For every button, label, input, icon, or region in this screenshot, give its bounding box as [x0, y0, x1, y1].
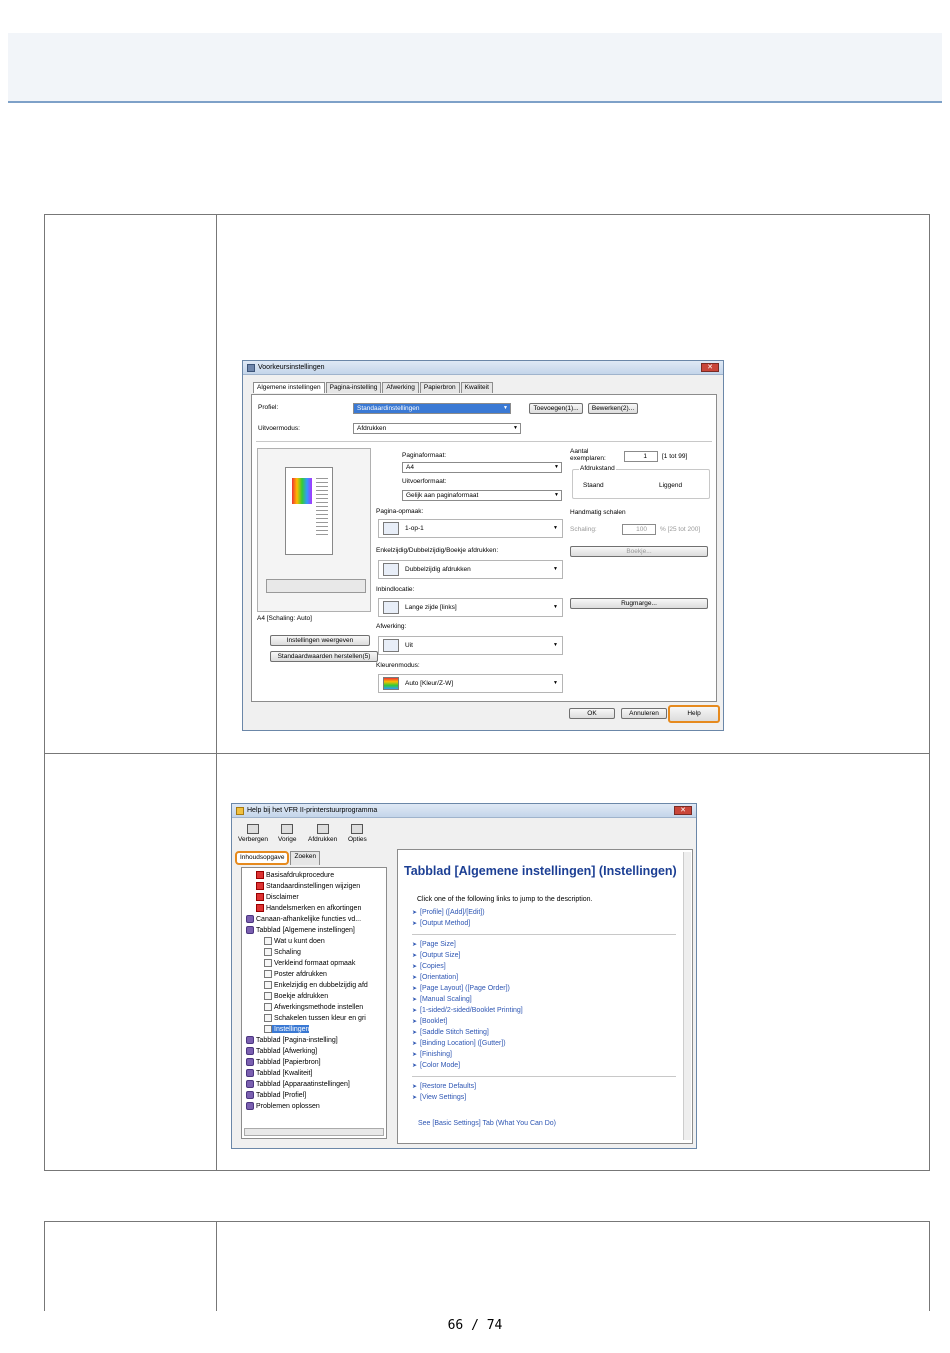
separator [256, 441, 712, 442]
link-bullet-icon: ➤ [412, 1095, 418, 1101]
tree-item[interactable]: Tabblad [Afwerking] [246, 1047, 317, 1055]
profile-select[interactable] [353, 403, 511, 414]
content-scrollbar[interactable] [683, 852, 691, 1140]
tree-item[interactable]: Schakelen tussen kleur en gri [264, 1014, 366, 1022]
page-size-label: Paginaformaat: [402, 452, 447, 459]
copies-range: [1 tot 99] [662, 453, 688, 460]
color-mode-value: Auto [Kleur/Z-W] [405, 680, 454, 687]
tree-item[interactable]: Poster afdrukken [264, 970, 327, 978]
preview-image [292, 478, 312, 504]
cancel-button[interactable]: Annuleren [621, 708, 667, 719]
page-icon [264, 948, 272, 956]
help-intro: Click one of the following links to jump to the description. [417, 896, 593, 903]
preferences-dialog [242, 360, 724, 731]
tab-finishing[interactable]: Afwerking [382, 382, 419, 393]
print-icon [317, 824, 329, 834]
help-content-pane [397, 849, 693, 1144]
output-method-value: Afdrukken [357, 425, 387, 432]
duplex-label: Enkelzijdig/Dubbelzijdig/Boekje afdrukken: [376, 547, 499, 554]
preview-text [316, 478, 328, 538]
preview-toolbar[interactable] [266, 579, 366, 593]
chevron-down-icon: ▼ [554, 464, 559, 470]
output-size-select[interactable] [402, 490, 562, 501]
output-method-select[interactable] [353, 423, 521, 434]
chevron-down-icon: ▼ [513, 425, 518, 431]
link-bullet-icon: ➤ [412, 1052, 418, 1058]
view-settings-button[interactable]: Instellingen weergeven [270, 635, 370, 646]
ok-button[interactable]: OK [569, 708, 615, 719]
chevron-down-icon: ▼ [553, 680, 558, 686]
link-bullet-icon: ➤ [412, 986, 418, 992]
tree-item[interactable]: Tabblad [Profiel] [246, 1091, 306, 1099]
output-size-label: Uitvoerformaat: [402, 478, 447, 485]
tab-quality[interactable]: Kwaliteit [461, 382, 493, 393]
orientation-label: Afdrukstand [580, 465, 615, 472]
topic-icon [256, 882, 264, 890]
page-size-value: A4 [406, 464, 414, 471]
printer-icon [247, 364, 255, 372]
link-bullet-icon: ➤ [412, 997, 418, 1003]
help-link[interactable]: [Output Size] [420, 952, 461, 959]
help-link[interactable]: [View Settings] [420, 1094, 467, 1101]
separator [412, 1076, 676, 1077]
help-link[interactable]: [Manual Scaling] [420, 996, 472, 1003]
link-bullet-icon: ➤ [412, 1030, 418, 1036]
tree-item[interactable]: Canaan-afhankelijke functies vd... [246, 915, 361, 923]
page-icon [264, 981, 272, 989]
chevron-down-icon: ▼ [554, 492, 559, 498]
link-bullet-icon: ➤ [412, 953, 418, 959]
link-bullet-icon: ➤ [412, 1019, 418, 1025]
link-bullet-icon: ➤ [412, 1084, 418, 1090]
link-bullet-icon: ➤ [412, 1063, 418, 1069]
step-column-divider [216, 1222, 217, 1311]
link-bullet-icon: ➤ [412, 975, 418, 981]
dialog-titlebar [243, 361, 723, 375]
topic-icon [256, 871, 264, 879]
tab-general[interactable]: Algemene instellingen [253, 382, 325, 393]
book-icon [246, 915, 254, 923]
tree-item[interactable]: Tabblad [Papierbron] [246, 1058, 321, 1066]
help-link[interactable]: [Saddle Stitch Setting] [420, 1029, 489, 1036]
hide-toolbar-button[interactable] [238, 824, 268, 843]
tree-item[interactable]: Tabblad [Apparaatinstellingen] [246, 1080, 350, 1088]
color-mode-select[interactable] [378, 674, 563, 693]
help-link[interactable]: [Finishing] [420, 1051, 452, 1058]
book-icon [246, 1080, 254, 1088]
link-bullet-icon: ➤ [412, 1008, 418, 1014]
page-layout-icon [383, 522, 399, 535]
help-link[interactable]: [Profile] ([Add]/[Edit]) [420, 909, 485, 916]
help-link[interactable]: [Copies] [420, 963, 446, 970]
book-icon [246, 1036, 254, 1044]
page-icon [264, 937, 272, 945]
book-icon [246, 1058, 254, 1066]
tree-item[interactable]: Problemen oplossen [246, 1102, 320, 1110]
chevron-down-icon: ▼ [503, 405, 508, 411]
hide-label: Verbergen [238, 836, 268, 843]
options-toolbar-button[interactable] [348, 824, 367, 843]
back-toolbar-button[interactable] [278, 824, 296, 843]
color-mode-icon [383, 677, 399, 690]
orientation-group [572, 465, 710, 499]
close-button[interactable]: ✕ [701, 363, 719, 372]
manual-scaling-checkbox[interactable]: Handmatig schalen [570, 509, 626, 516]
tree-item[interactable]: Wat u kunt doen [264, 937, 325, 945]
help-icon [236, 807, 244, 815]
help-titlebar [232, 804, 696, 818]
page-icon [264, 1014, 272, 1022]
see-also-link[interactable]: See [Basic Settings] Tab (What You Can Do) [418, 1120, 557, 1127]
edit-profile-button[interactable]: Bewerken(2)... [588, 403, 638, 414]
link-bullet-icon: ➤ [412, 964, 418, 970]
help-link[interactable]: [Page Size] [420, 941, 456, 948]
link-bullet-icon: ➤ [412, 910, 418, 916]
print-toolbar-button[interactable] [308, 824, 337, 843]
duplex-select[interactable] [378, 560, 563, 579]
help-link[interactable]: [1-sided/2-sided/Booklet Printing] [420, 1007, 523, 1014]
topic-icon [256, 893, 264, 901]
scaling-input[interactable] [622, 524, 656, 535]
options-label: Opties [348, 836, 367, 843]
tree-item[interactable]: Disclaimer [256, 893, 299, 901]
help-link[interactable]: [Binding Location] ([Gutter]) [420, 1040, 506, 1047]
page-layout-label: Pagina-opmaak: [376, 508, 424, 515]
booklet-button[interactable]: Boekje... [570, 546, 708, 557]
back-icon [281, 824, 293, 834]
chevron-down-icon: ▼ [553, 525, 558, 531]
binding-value: Lange zijde [links] [405, 604, 457, 611]
tree-item[interactable]: Schaling [264, 948, 301, 956]
link-bullet-icon: ➤ [412, 921, 418, 927]
contents-tree [241, 867, 387, 1139]
output-method-label: Uitvoermodus: [258, 425, 300, 432]
preview-caption: A4 [Schaling: Auto] [257, 615, 312, 622]
page-number: 66 / 74 [447, 1318, 503, 1333]
help-window [231, 803, 697, 1149]
chevron-down-icon: ▼ [553, 642, 558, 648]
finishing-select[interactable] [378, 636, 563, 655]
help-heading: Tabblad [Algemene instellingen] (Instellingen) [404, 864, 677, 878]
binding-label: Inbindlocatie: [376, 586, 415, 593]
page-layout-value: 1-op-1 [405, 525, 424, 532]
link-bullet-icon: ➤ [412, 942, 418, 948]
scaling-label: Schaling: [570, 526, 597, 533]
binding-select[interactable] [378, 598, 563, 617]
close-button[interactable]: ✕ [674, 806, 692, 815]
help-link[interactable]: [Page Layout] ([Page Order]) [420, 985, 510, 992]
tree-scrollbar[interactable] [244, 1128, 384, 1136]
page-icon [264, 1025, 272, 1033]
portrait-option[interactable]: Staand [583, 482, 604, 489]
output-size-value: Gelijk aan paginaformaat [406, 492, 479, 499]
help-link[interactable]: [Output Method] [420, 920, 471, 927]
page-icon [264, 970, 272, 978]
help-tab-strip [235, 851, 320, 865]
back-label: Vorige [278, 836, 297, 843]
finishing-value: Uit [405, 642, 413, 649]
duplex-value: Dubbelzijdig afdrukken [405, 566, 471, 573]
landscape-option[interactable]: Liggend [659, 482, 683, 489]
finishing-label: Afwerking: [376, 623, 407, 630]
tree-item[interactable]: Handelsmerken en afkortingen [256, 904, 361, 912]
options-icon [351, 824, 363, 834]
restore-defaults-button[interactable]: Standaardwaarden herstellen(5) [270, 651, 378, 662]
tab-strip [253, 382, 493, 393]
finishing-icon [383, 639, 399, 652]
print-label: Afdrukken [308, 836, 338, 843]
preview-area [257, 448, 371, 612]
profile-value: Standaardinstellingen [357, 405, 420, 412]
settings-panel [251, 394, 717, 702]
binding-icon [383, 601, 399, 614]
page-icon [264, 1003, 272, 1011]
row-divider [45, 753, 929, 754]
hide-icon [247, 824, 259, 834]
duplex-icon [383, 563, 399, 576]
page-icon [264, 959, 272, 967]
tab-contents[interactable]: Inhoudsopgave [235, 851, 289, 865]
tree-item[interactable]: Enkelzijdig en dubbelzijdig afd [264, 981, 368, 989]
copies-value: 1 [643, 453, 647, 460]
step-column-divider [216, 215, 217, 1170]
book-icon [246, 1091, 254, 1099]
dialog-title: Voorkeursinstellingen [258, 364, 325, 371]
topic-icon [256, 904, 264, 912]
book-open-icon [246, 926, 254, 934]
help-link[interactable]: [Orientation] [420, 974, 459, 981]
scaling-value: 100 [636, 526, 647, 533]
page-preview [285, 467, 333, 555]
tree-item[interactable]: Boekje afdrukken [264, 992, 328, 1000]
tree-item[interactable]: Basisafdrukprocedure [256, 871, 334, 879]
book-icon [246, 1069, 254, 1077]
page-icon [264, 992, 272, 1000]
tab-page-setup[interactable]: Pagina-instelling [326, 382, 382, 393]
help-link[interactable]: [Restore Defaults] [420, 1083, 477, 1090]
tab-search[interactable]: Zoeken [290, 851, 320, 865]
tree-item[interactable]: Standaardinstellingen wijzigen [256, 882, 360, 890]
tree-item[interactable]: Tabblad [Pagina-instelling] [246, 1036, 338, 1044]
scaling-range: % [25 tot 200] [660, 526, 701, 533]
gutter-button[interactable]: Rugmarge... [570, 598, 708, 609]
chevron-down-icon: ▼ [553, 604, 558, 610]
step-table-2 [44, 1221, 930, 1311]
tree-item[interactable]: Tabblad [Algemene instellingen] [246, 926, 355, 934]
chevron-down-icon: ▼ [553, 566, 558, 572]
help-link[interactable]: [Booklet] [420, 1018, 448, 1025]
add-profile-button[interactable]: Toevoegen(1)... [529, 403, 583, 414]
tree-item[interactable]: Afwerkingsmethode instellen [264, 1003, 363, 1011]
color-mode-label: Kleurenmodus: [376, 662, 420, 669]
help-link[interactable]: [Color Mode] [420, 1062, 461, 1069]
tab-paper-source[interactable]: Papierbron [420, 382, 460, 393]
help-title: Help bij het VFR II-printerstuurprogramma [247, 807, 378, 814]
help-button[interactable]: Help [668, 705, 720, 723]
copies-input[interactable] [624, 451, 658, 462]
book-icon [246, 1047, 254, 1055]
page-layout-select[interactable] [378, 519, 563, 538]
page-size-select[interactable] [402, 462, 562, 473]
header-band [8, 33, 942, 103]
book-icon [246, 1102, 254, 1110]
tree-item[interactable]: Verkleind formaat opmaak [264, 959, 355, 967]
tree-item-selected[interactable]: Instellingen [264, 1025, 309, 1033]
profile-label: Profiel: [258, 404, 279, 411]
copies-label: Aantal exemplaren: [570, 448, 606, 462]
tree-item[interactable]: Tabblad [Kwaliteit] [246, 1069, 312, 1077]
separator [412, 934, 676, 935]
link-bullet-icon: ➤ [412, 1041, 418, 1047]
